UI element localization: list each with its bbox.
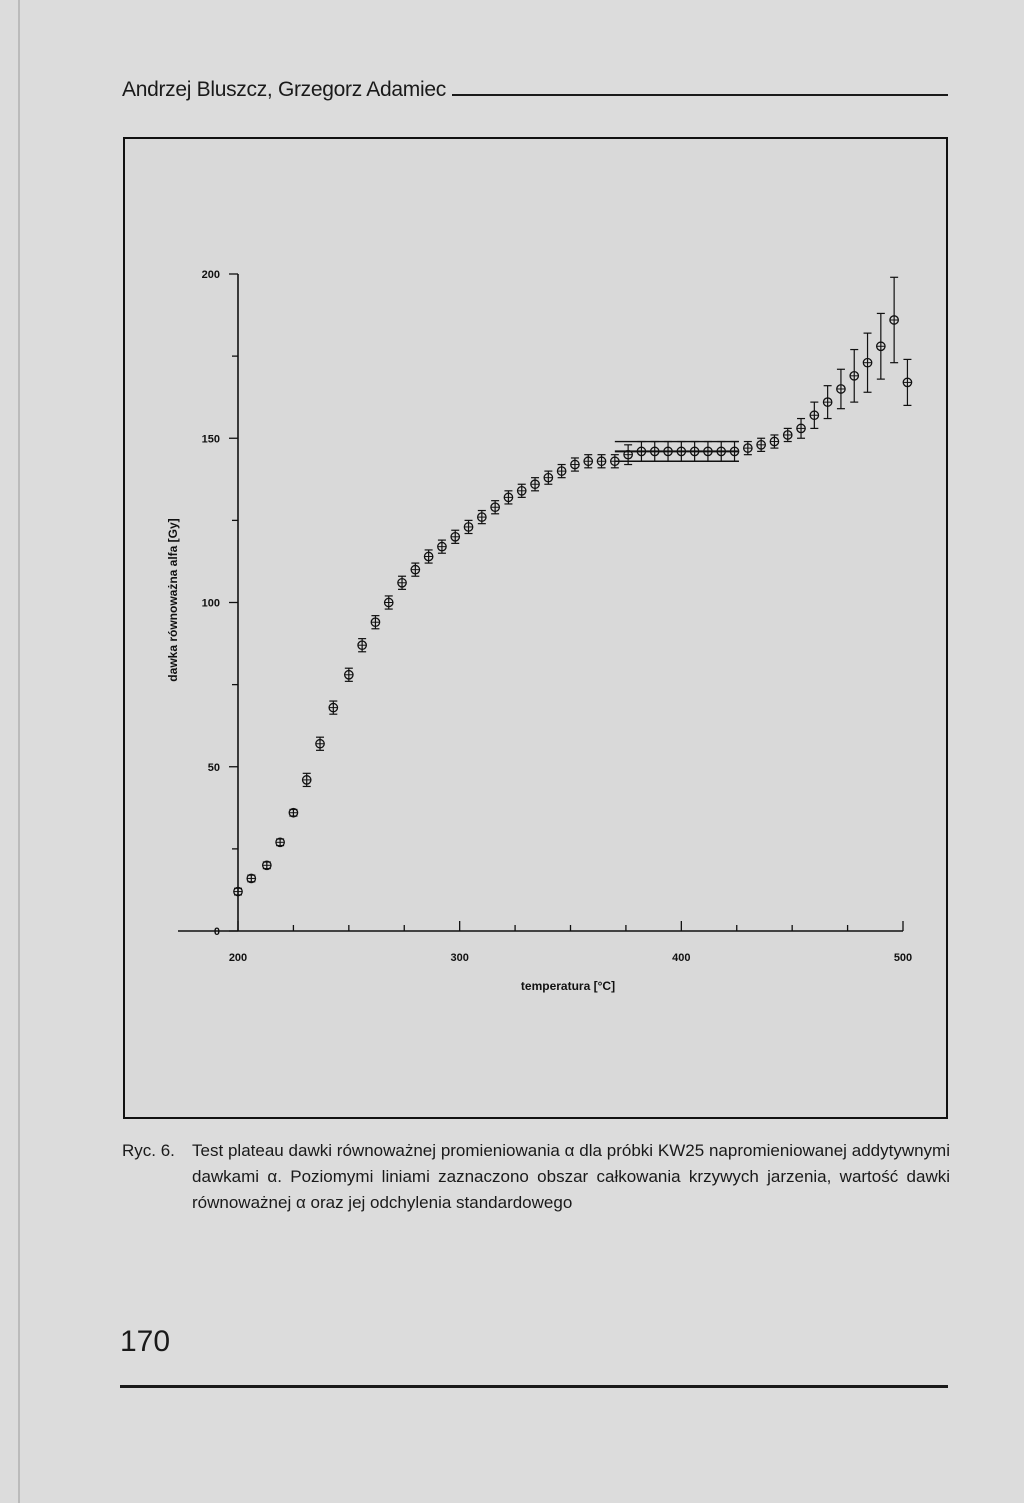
data-point: [398, 576, 406, 589]
data-point: [810, 402, 818, 428]
y-tick-label: 200: [201, 269, 220, 281]
data-point: [385, 596, 393, 609]
data-point: [358, 639, 366, 652]
data-point: [234, 887, 242, 895]
data-point: [289, 809, 297, 817]
data-point: [557, 465, 565, 478]
y-tick-label: 50: [207, 761, 220, 774]
data-point: [424, 550, 432, 563]
data-point: [544, 471, 552, 484]
data-point: [903, 359, 911, 405]
data-point: [730, 442, 738, 462]
header-authors: Andrzej Bluszcz, Grzegorz Adamiec: [122, 78, 446, 101]
data-point: [664, 442, 672, 462]
chart-ticks: [202, 269, 913, 964]
equivalent-dose-chart: [125, 139, 950, 1121]
data-point: [345, 668, 353, 681]
data-point: [704, 442, 712, 462]
data-points: [234, 277, 912, 895]
data-point: [531, 478, 539, 491]
data-point: [504, 491, 512, 504]
data-point: [877, 313, 885, 379]
x-tick-label: 500: [893, 952, 913, 964]
data-point: [637, 442, 645, 462]
data-point: [757, 438, 765, 451]
data-point: [611, 455, 619, 468]
header-rule: [452, 94, 948, 96]
data-point: [438, 540, 446, 553]
data-point: [518, 484, 526, 497]
data-point: [491, 501, 499, 514]
caption-text: Test plateau dawki równoważnej promieniowania α dla próbki KW25 napromieniowanej addytywnymi dawkami α. Poziomymi liniami zaznaczono obszar całkowania krzywych jarzenia, wartość dawki równoważnej α oraz jej odchylenia standardowego: [192, 1141, 950, 1212]
data-point: [571, 458, 579, 471]
data-point: [784, 428, 792, 441]
data-point: [276, 838, 284, 846]
x-tick-label: 300: [450, 952, 469, 964]
y-axis-label: dawka równoważna alfa [Gy]: [166, 518, 180, 682]
running-header: [122, 74, 948, 104]
data-point: [850, 350, 858, 403]
page-edge: [18, 0, 20, 1503]
figure-frame: [123, 137, 948, 1119]
x-tick-label: 200: [228, 952, 248, 964]
data-point: [411, 563, 419, 576]
x-tick-label: 400: [672, 952, 691, 964]
data-point: [316, 737, 324, 750]
data-point: [890, 277, 898, 362]
data-point: [303, 773, 311, 786]
data-point: [823, 386, 831, 419]
chart-axes: [178, 274, 903, 931]
data-point: [371, 616, 379, 629]
data-point: [478, 511, 486, 524]
y-tick-label: 100: [201, 597, 220, 610]
data-point: [651, 442, 659, 462]
data-point: [247, 874, 255, 882]
data-point: [597, 455, 605, 468]
data-point: [863, 333, 871, 392]
data-point: [770, 435, 778, 448]
caption-number: Ryc. 6.: [122, 1141, 175, 1160]
y-tick-label: 0: [213, 926, 220, 938]
data-point: [837, 369, 845, 408]
data-point: [717, 442, 725, 462]
data-point: [464, 520, 472, 533]
data-point: [744, 442, 752, 455]
data-point: [263, 861, 271, 869]
data-point: [677, 442, 685, 462]
data-point: [329, 701, 337, 714]
x-axis-label: temperatura [°C]: [520, 979, 616, 993]
page-number: 170: [120, 1325, 171, 1358]
y-tick-label: 150: [201, 433, 220, 446]
data-point: [451, 530, 459, 543]
data-point: [797, 419, 805, 439]
footer-rule: [120, 1385, 948, 1388]
data-point: [584, 455, 592, 468]
data-point: [690, 442, 698, 462]
